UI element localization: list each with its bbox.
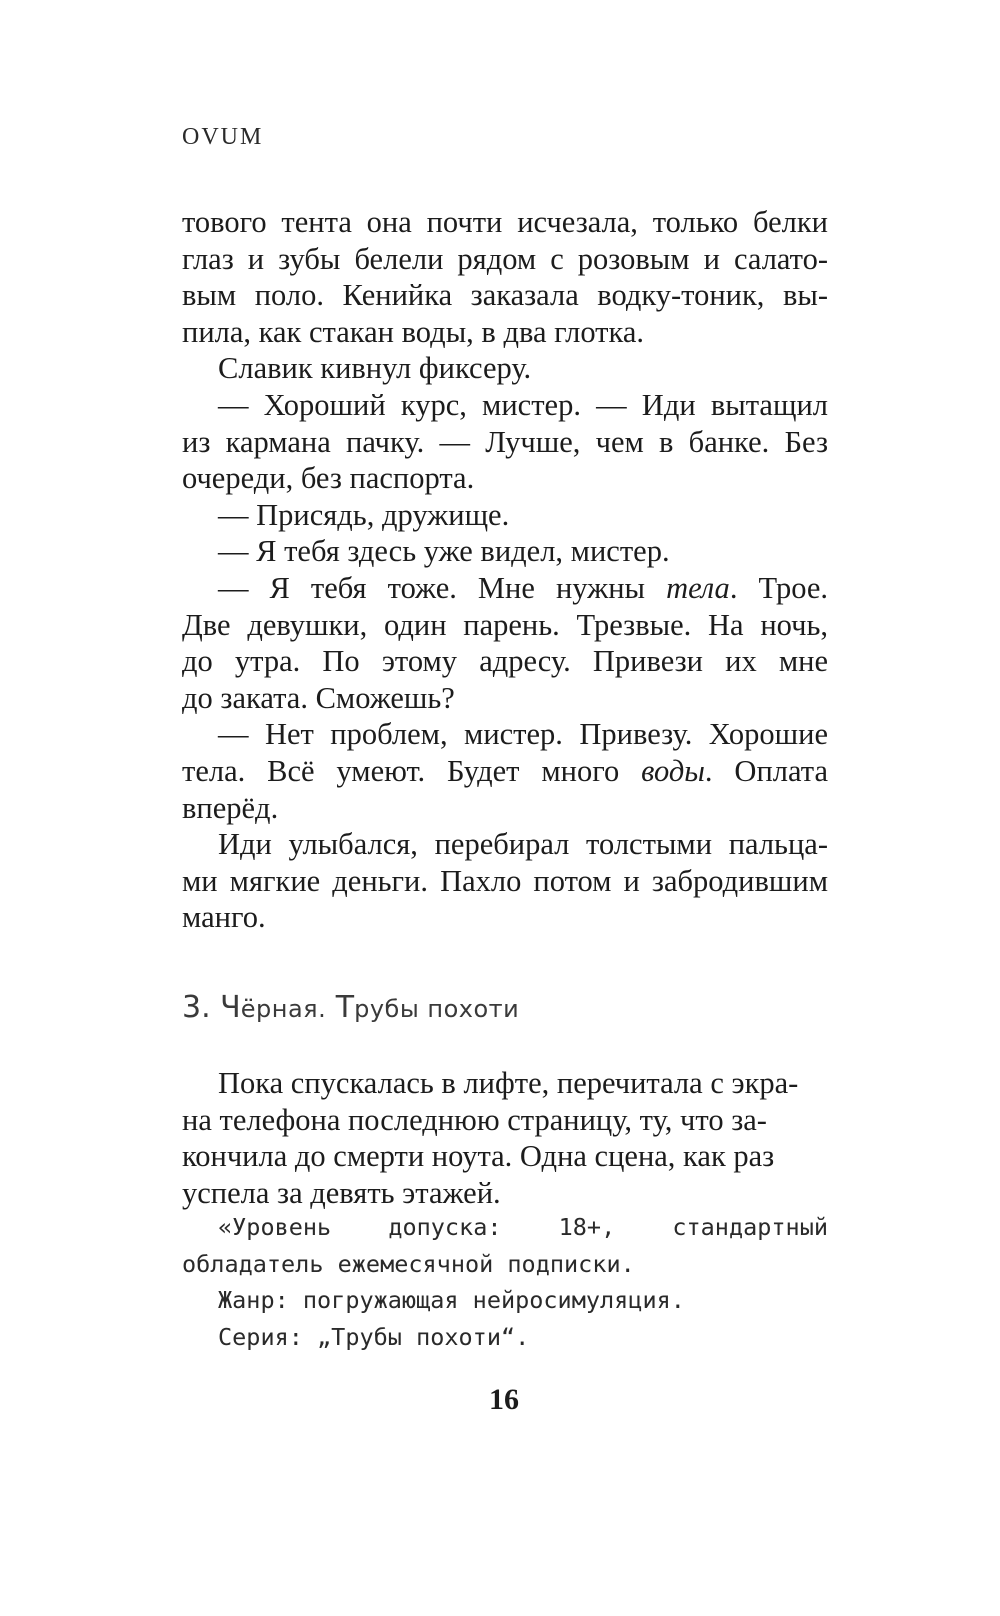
paragraph-line: — Нет проблем, мистер. Привезу. Хорошие [218, 717, 828, 752]
body-text-block-2 [182, 1065, 828, 1211]
paragraph-line: тового тента она почти исчезала, только белки [182, 205, 828, 239]
mono-line: «Уровень допуска: 18+, стандартный [218, 1213, 828, 1241]
mono-line: обладатель ежемесячной подписки. [182, 1249, 635, 1278]
text-run: . Трое. [729, 570, 828, 605]
page-number: 16 [489, 1383, 519, 1416]
text-run: тела. Всё умеют. Будет много [182, 753, 642, 788]
section-title-initial: Ч [220, 990, 241, 1025]
body-text-block-1 [182, 204, 828, 936]
paragraph-line [182, 570, 828, 607]
paragraph-line: глаз и зубы белели рядом с розовым и салато- [182, 241, 828, 276]
paragraph-line: вперёд. [182, 790, 279, 825]
paragraph-line: Пока спускалась в лифте, перечитала с экра- [218, 1066, 799, 1100]
paragraph-line: очереди, без паспорта. [182, 461, 475, 496]
paragraph: — Присядь, дружище. [218, 497, 510, 532]
paragraph-line: вым поло. Кенийка заказала водку-тоник, вы- [182, 278, 828, 313]
paragraph-line: на телефона последнюю страницу, ту, что за- [182, 1102, 767, 1137]
paragraph-line: до заката. Сможешь? [182, 680, 455, 715]
paragraph-line [182, 753, 828, 790]
emphasis: воды [641, 753, 705, 788]
paragraph-line: кончила до смерти ноута. Одна сцена, как раз [182, 1139, 775, 1174]
monospace-excerpt [182, 1209, 828, 1355]
mono-line: Серия: „Трубы похоти“. [218, 1322, 530, 1351]
emphasis: тела [666, 570, 730, 605]
paragraph: — Я тебя здесь уже видел, мистер. [218, 534, 670, 569]
paragraph: Славик кивнул фиксеру. [218, 351, 532, 386]
text-run: — Я тебя тоже. Мне нужны [218, 570, 667, 605]
section-heading [182, 990, 519, 1025]
paragraph-line: из кармана пачку. — Лучше, чем в банке. Без [182, 424, 828, 459]
paragraph-line: — Хороший курс, мистер. — Иди вытащил [218, 387, 828, 422]
paragraph-line: манго. [182, 900, 266, 935]
paragraph-line: пила, как стакан воды, в два глотка. [182, 314, 645, 349]
section-title-rest: ёрная. [240, 995, 327, 1023]
paragraph-line: Две девушки, один парень. Трезвые. На ночь, [182, 607, 828, 642]
paragraph-line: Иди улыбался, перебирал толстыми пальца- [218, 827, 828, 862]
section-title-rest: рубы похоти [354, 995, 520, 1023]
section-title-initial: Т [335, 990, 355, 1025]
running-header: OVUM [182, 124, 264, 150]
paragraph-line: ми мягкие деньги. Пахло потом и забродившим [182, 863, 828, 898]
paragraph-line: успела за девять этажей. [182, 1175, 501, 1210]
section-number: 3. [182, 990, 211, 1025]
paragraph-line: до утра. По этому адресу. Привези их мне [182, 644, 828, 679]
text-run: . Оплата [704, 753, 828, 788]
mono-line: Жанр: погружающая нейросимуляция. [218, 1286, 685, 1315]
